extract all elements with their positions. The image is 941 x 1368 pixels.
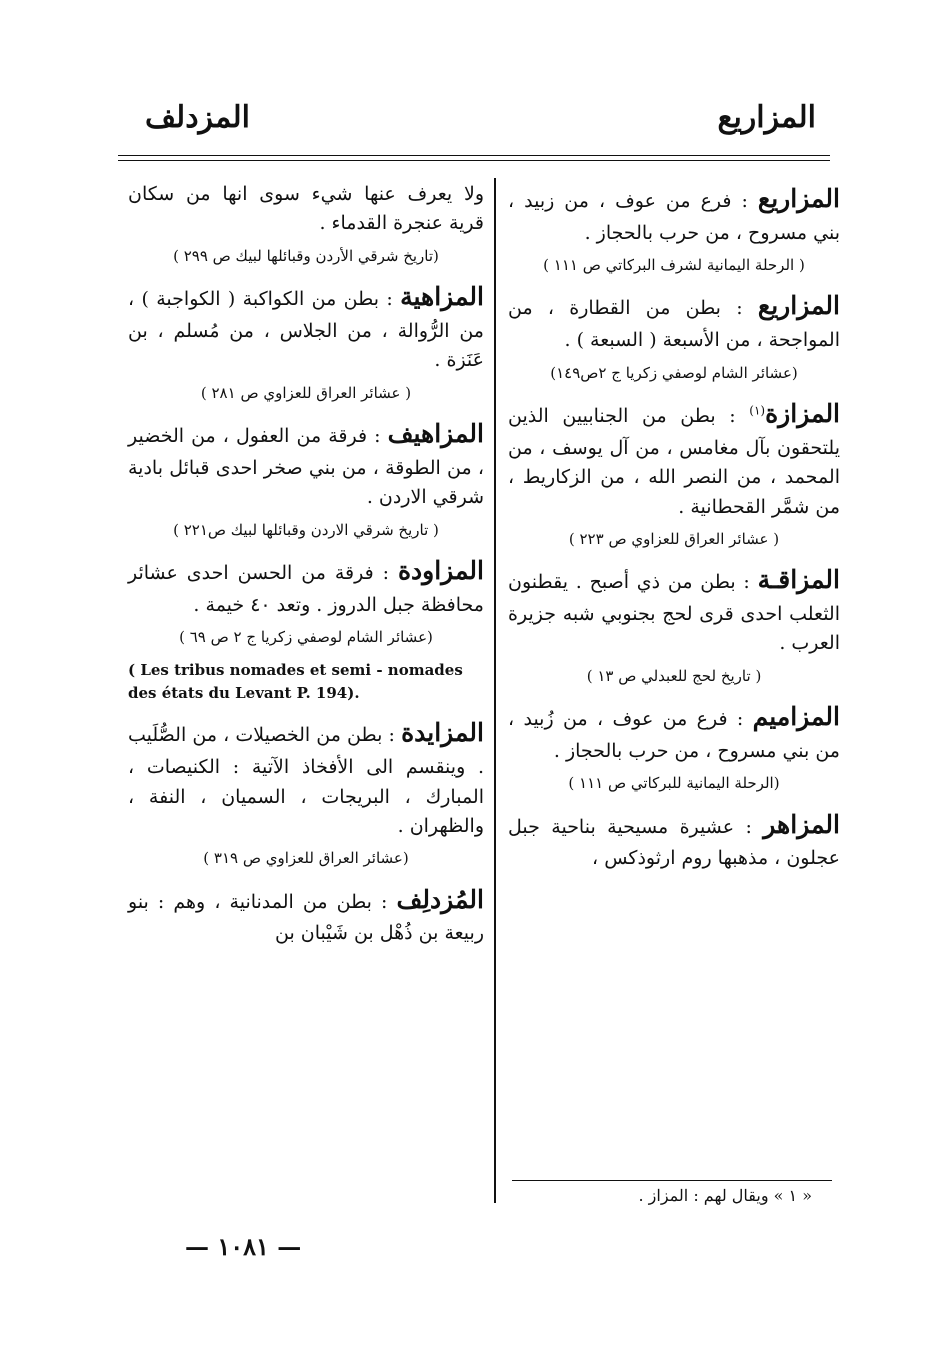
entry-text: : بطن من القطارة ، من المواجحة ، من الأسبعة ( السبعة ) . (508, 297, 840, 352)
header-rule-bottom (118, 160, 830, 161)
entry-text: : بطن من الخصيلات ، من الصُّلَيب . وينقسم الى الأفخاذ الآتية : الكنيصات ، المبارك ، البريجات ، السميان ، النفة ، والظهران . (128, 724, 484, 837)
entry (508, 287, 840, 355)
entry-title: المزاهر (763, 809, 840, 839)
left-column (128, 180, 484, 955)
entry-title: المزاهيف (387, 419, 484, 448)
entry-source: (عشائر الشام لوصفي زكريا ج ٢ص١٤٩) (550, 363, 798, 382)
entry-title: المُزدلِف (396, 884, 484, 914)
latin-reference: ( Les tribus nomades et semi - nomades des états du Levant P. 194). (128, 661, 463, 702)
footnote-marker: (١) (749, 403, 766, 418)
entry-source: ( الرحلة اليمانية لشرف البركاتي ص ١١١ ) (543, 256, 805, 275)
entry-text: : فرقة من العفول ، من الخضير ، من الطوقة ، من بني صخر احدى قبائل بادية شرقي الاردن . (128, 425, 484, 509)
running-header-left: المزدلف (145, 100, 250, 135)
entry-title: المزازة (765, 398, 841, 428)
entry-text: : فرع من عوف ، من زُبيد ، من بني مسروح ، من حرب بالحجاز . (508, 708, 840, 762)
entry-text: : فرع من عوف ، من زبيد ، بني مسروح ، من حرب بالحجاز . (508, 190, 840, 244)
entry (508, 806, 840, 874)
header-rule-top (118, 155, 830, 156)
entry-title: المزاريع (757, 184, 840, 213)
entry-source: (تاريخ شرقي الأردن وقبائلها لبيك ص ٢٩٩ ) (173, 246, 439, 265)
entry-text: : بطن من المدنانية ، وهم : بنو ربيعة بن ذُهْل بن شَيْبان بن (128, 890, 484, 945)
entry-text: ولا يعرف عنها شيء سوى انها من سكان قرية عنجرة القدماء . (128, 183, 484, 235)
running-header-right: المزاريع (717, 100, 816, 135)
entry (508, 180, 840, 248)
entry-continuation (128, 180, 484, 239)
entry-source: (عشائر الشام لوصفي زكريا ج ٢ ص ٦٩ ) (179, 628, 433, 647)
entry-text: : بطن من ذي أصبح . يقطنون الثعلب احدى قرى لحج بجنوبي شبه جزيرة العرب . (508, 571, 840, 655)
entry-text: : فرقة من الحسن احدى عشائر محافظة جبل الدروز . وتعد ٤٠ خيمة . (128, 561, 484, 616)
entry-source: (عشائر العراق للعزاوي ص ٣١٩ ) (203, 849, 409, 868)
entry-source: ( تاريخ لحج للعبدلي ص ١٣ ) (586, 666, 762, 685)
entry-title: المزاهية (400, 282, 484, 312)
entry (508, 395, 840, 522)
entry-title: المزايدة (401, 718, 484, 748)
entry (508, 698, 840, 766)
column-divider (494, 178, 496, 1203)
right-column (508, 180, 840, 880)
entry (128, 552, 484, 620)
entry (128, 881, 484, 949)
entry (128, 415, 484, 513)
footnote: « ١ » ويقال لهم : المزاز . (638, 1186, 812, 1205)
entry (508, 561, 840, 659)
page-number: — ١٠٨١ — (185, 1232, 302, 1261)
entry (128, 278, 484, 376)
entry-source: ( تاريخ شرقي الاردن وقبائلها لبيك ص٢٢١ ) (173, 520, 439, 539)
entry-source: ( عشائر العراق للعزاوي ص ٢٨١ ) (200, 383, 412, 402)
footnote-rule (512, 1180, 832, 1181)
entry-title: المزاريع (757, 291, 840, 321)
entry-title: المزاميم (752, 702, 840, 732)
entry-title: المزاودة (397, 555, 484, 585)
entry-source: ( عشائر العراق للعزاوي ص ٢٢٣ ) (568, 529, 780, 548)
entry-title: المزاقـة (757, 565, 840, 595)
entry-text: : بطن من الجنابيين الذين يلتحقون بآل مغامس ، من آل يوسف ، من المحمد ، من النصر الله ، من الزكاريط ، من شمَّر القحطانية . (508, 404, 840, 518)
entry (128, 714, 484, 841)
entry-text: : بطن من الكواكبة ( الكواجبة ) ، من الرُّوالة ، من الجلاس ، من مُسلم ، بن عَنَزة . (128, 288, 484, 372)
entry-text: : عشيرة مسيحية بناحية جبل عجلون ، مذهبها روم ارثوذكس ، (508, 815, 840, 870)
entry-source: (الرحلة اليمانية للبركاتي ص ١١١ ) (568, 774, 780, 793)
